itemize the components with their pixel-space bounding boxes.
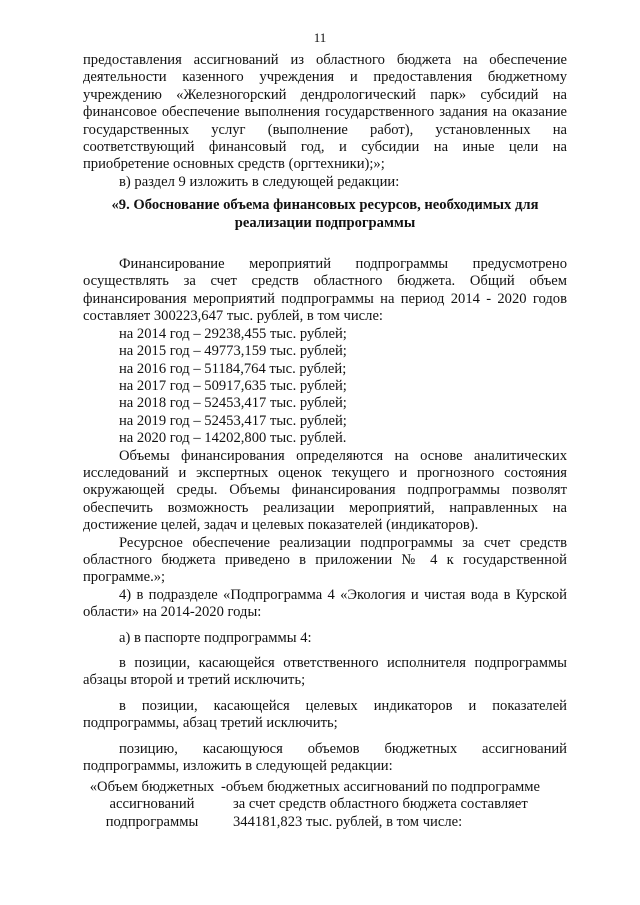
page-number: 11 [313,30,327,45]
paragraph-intro: предоставления ассигнований из областного бюджета на обеспечение деятельности казенного учреждения и предоставления бюджетному учреждению «Железногорский дендрологический парк» субсидий на финансовое обеспечение выполнения государственного задания на оказание государственных услуг (выполнение работ), установленных на соответствующий финансовый год, и субсидии на иные цели на приобретение основных средств (оргтехники);»; [83,52,567,173]
paragraph-financing: Финансирование мероприятий подпрограммы предусмотрено осуществлять за счет средств областного бюджета. Общий объем финансирования мероприятий подпрограммы на период 2014 - 2020 годов составляет 300223,647 тыс. рублей, в том числе: [83,256,567,325]
paragraph-volumes: Объемы финансирования определяются на основе аналитических исследований и экспертных оценок текущего и прогнозного состояния окружающей среды. Объемы финансирования подпрограммы позволят обеспечить возможность реализации мероприятий, направленных на достижение целей, задач и целевых показателей (индикаторов). [83,447,567,534]
year-item: на 2017 год – 50917,635 тыс. рублей; [119,377,347,394]
passport-table [83,779,573,831]
year-item: на 2019 год – 52453,417 тыс. рублей; [119,412,347,429]
passport-value-line2: за счет средств областного бюджета составляет 344181,823 тыс. рублей, в том числе: [233,796,528,830]
paragraph-passport: а) в паспорте подпрограммы 4: [119,629,312,646]
paragraph-executor: в позиции, касающейся ответственного исполнителя подпрограммы абзацы второй и третий исключить; [83,655,567,689]
document-body [83,52,567,775]
financing-year-list [83,326,567,448]
paragraph-section-change: в) раздел 9 изложить в следующей редакции: [119,173,400,190]
year-item: на 2014 год – 29238,455 тыс. рублей; [119,325,347,342]
passport-table-value [221,779,573,831]
section-title: «9. Обоснование объема финансовых ресурсов, необходимых для реализации подпрограммы [111,197,539,231]
paragraph-resources: Ресурсное обеспечение реализации подпрограммы за счет средств областного бюджета приведено в приложении № 4 к государственной программе.»; [83,534,567,586]
paragraph-subsection-4: 4) в подразделе «Подпрограмма 4 «Экология и чистая вода в Курской области» на 2014-2020 годы: [83,586,567,621]
paragraph-indicators: в позиции, касающейся целевых индикаторов и показателей подпрограммы, абзац третий исключить; [83,697,567,732]
year-item: на 2020 год – 14202,800 тыс. рублей. [119,430,347,447]
year-item: на 2015 год – 49773,159 тыс. рублей; [119,343,347,360]
year-item: на 2016 год – 51184,764 тыс. рублей; [119,360,347,377]
passport-value-line1: -объем бюджетных ассигнований по подпрограмме [221,779,541,795]
year-item: на 2018 год – 52453,417 тыс. рублей; [119,395,347,412]
passport-table-label: «Объем бюджетных ассигнований подпрограммы [89,779,215,830]
paragraph-allocations: позицию, касающуюся объемов бюджетных ассигнований подпрограммы, изложить в следующей редакции: [83,740,567,775]
